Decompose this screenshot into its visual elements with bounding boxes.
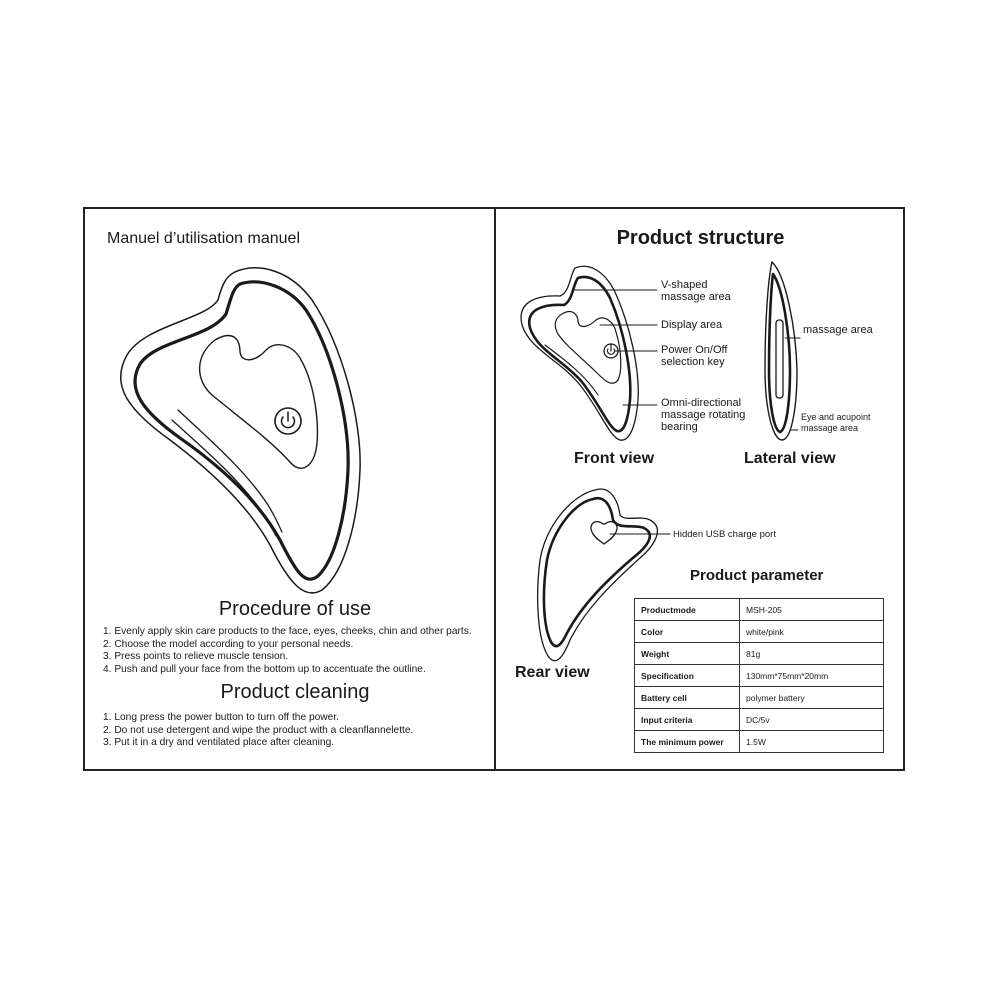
- front-view-illustration: [521, 266, 638, 440]
- callout-line: Power On/Off: [661, 344, 728, 356]
- param-key: Input criteria: [635, 709, 740, 731]
- table-row: [635, 665, 884, 687]
- procedure-step: 2. Choose the model according to your personal needs.: [103, 638, 354, 650]
- procedure-step: 1. Evenly apply skin care products to the face, eyes, cheeks, chin and other parts.: [103, 626, 472, 637]
- callout-line: V-shaped: [661, 279, 708, 291]
- product-structure-title: Product structure: [616, 227, 785, 249]
- callout-line: massage area: [661, 291, 731, 303]
- callout-display: [661, 319, 722, 331]
- callout-usb: [673, 529, 776, 541]
- callout-line: bearing: [661, 421, 698, 433]
- product-parameter-table: [634, 598, 884, 753]
- procedure-step: 3. Press points to relieve muscle tension.: [103, 651, 289, 663]
- param-value: DC/5v: [740, 709, 884, 731]
- cleaning-step: 2. Do not use detergent and wipe the product with a cleanflannelette.: [103, 724, 414, 736]
- param-key: The minimum power: [635, 731, 740, 753]
- param-key: Weight: [635, 643, 740, 665]
- param-value: MSH-205: [740, 599, 884, 621]
- param-key: Specification: [635, 665, 740, 687]
- table-row: [635, 621, 884, 643]
- procedure-heading: Procedure of use: [218, 598, 372, 620]
- cleaning-step: 1. Long press the power button to turn off the power.: [103, 712, 339, 723]
- rear-view-label: Rear view: [515, 664, 590, 681]
- callout-bearing: [661, 397, 745, 433]
- callout-line: Hidden USB charge port: [673, 529, 776, 540]
- table-row: [635, 709, 884, 731]
- param-key: Productmode: [635, 599, 740, 621]
- callout-v-shaped: [661, 279, 731, 303]
- param-value: white/pink: [740, 621, 884, 643]
- cleaning-steps: [103, 712, 413, 750]
- callout-power: [661, 344, 727, 368]
- large-device-illustration: [121, 268, 360, 593]
- callout-line: massage rotating: [661, 409, 746, 421]
- table-row: [635, 731, 884, 753]
- procedure-steps: [103, 626, 472, 676]
- callout-eye: [801, 412, 871, 434]
- callout-lateral-massage: [803, 324, 873, 336]
- table-row: [635, 599, 884, 621]
- table-row: [635, 687, 884, 709]
- param-value: polymer battery: [740, 687, 884, 709]
- product-parameter-title: Product parameter: [690, 567, 824, 584]
- param-value: 130mm*75mm*20mm: [740, 665, 884, 687]
- lateral-view-illustration: [765, 262, 797, 440]
- callout-line: massage area: [803, 324, 873, 336]
- callout-line: massage area: [801, 423, 859, 433]
- param-key: Battery cell: [635, 687, 740, 709]
- procedure-step: 4. Push and pull your face from the bottom up to accentuate the outline.: [103, 663, 426, 675]
- callout-line: Eye and acupoint: [801, 412, 871, 422]
- cleaning-heading: Product cleaning: [220, 681, 370, 703]
- callout-line: selection key: [661, 356, 725, 368]
- cleaning-step: 3. Put it in a dry and ventilated place after cleaning.: [103, 737, 335, 749]
- callout-line: Display area: [661, 319, 723, 331]
- lateral-view-label: Lateral view: [744, 450, 836, 467]
- table-row: [635, 643, 884, 665]
- manual-title: Manuel d’utilisation manuel: [107, 230, 300, 247]
- param-value: 1.5W: [740, 731, 884, 753]
- param-value: 81g: [740, 643, 884, 665]
- front-view-label: Front view: [574, 450, 655, 467]
- callout-line: Omni-directional: [661, 397, 742, 409]
- param-key: Color: [635, 621, 740, 643]
